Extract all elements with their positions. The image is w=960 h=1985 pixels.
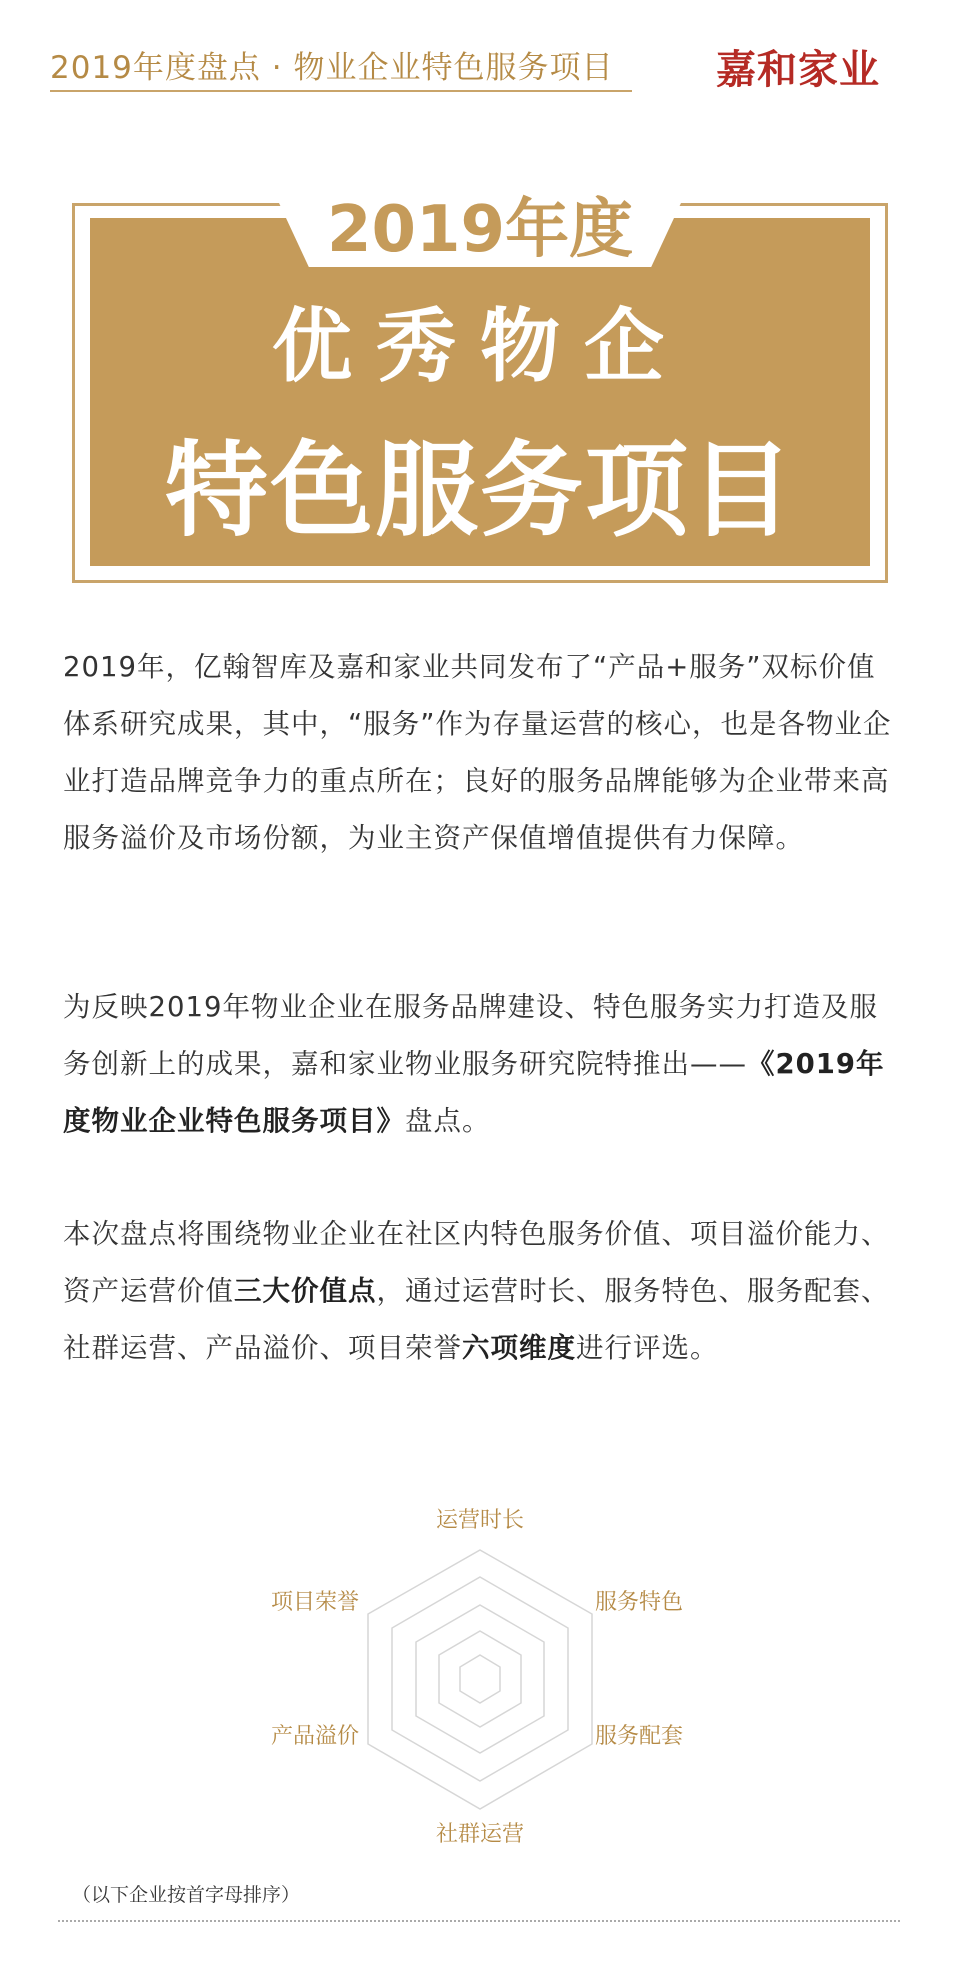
six-dimensions: 六项维度: [462, 1332, 576, 1364]
radar-label-top-right: 服务特色: [595, 1590, 684, 1615]
hero-year: 2019年度: [326, 193, 634, 267]
radar-label-bottom-left: 产品溢价: [271, 1724, 360, 1749]
radar-label-bottom: 社群运营: [436, 1822, 525, 1847]
radar-label-bottom-right: 服务配套: [595, 1724, 684, 1749]
radar-ring-3: [392, 1577, 568, 1781]
radar-label-top: 运营时长: [436, 1508, 525, 1533]
intro-text: 2019年，亿翰智库及嘉和家业共同发布了“产品+服务”双标价值体系研究成果，其中，“服务”作为存量运营的核心，也是各物业企业打造品牌竞争力的重点所在；良好的服务品牌能够为企业带来高服务溢价及市场份额，为业主资产保值增值提供有力保障。: [63, 651, 892, 854]
hero-title-line1: 优秀物企: [272, 300, 688, 393]
radar-ring-inner: [460, 1655, 500, 1703]
radar-ring-1: [439, 1631, 521, 1727]
radar-ring-2: [416, 1605, 544, 1753]
header-title: 2019年度盘点 · 物业企业特色服务项目: [50, 50, 614, 86]
radar-hexagons: [230, 1503, 730, 1853]
value-points: 三大价值点: [234, 1275, 377, 1307]
radar-ring-outer: [368, 1550, 592, 1809]
purpose-text: 为反映2019年物业企业在服务品牌建设、特色服务实力打造及服务创新上的成果，嘉和家业物业服务研究院特推出——: [63, 991, 878, 1080]
purpose-paragraph: [63, 979, 901, 1150]
method-paragraph: [63, 1206, 901, 1377]
dotted-divider: [58, 1920, 900, 1922]
radar-label-top-left: 项目荣誉: [271, 1590, 360, 1615]
method-text: 本次盘点将围绕物业企业在社区内特色服务价值、项目溢价能力、资产运营价值: [63, 1218, 890, 1307]
intro-paragraph: [63, 639, 901, 867]
hero-title-line2: 特色服务项目: [165, 431, 795, 551]
method-text-end: 进行评选。: [576, 1332, 719, 1364]
method-text-mid: ，通过运营时长、服务特色、服务配套、社群运营、产品溢价、项目荣誉: [63, 1275, 890, 1364]
purpose-text-end: 盘点。: [405, 1105, 491, 1137]
event-name: 《2019年度物业企业特色服务项目》: [63, 1048, 885, 1137]
brand-logo: 嘉和家业: [716, 46, 880, 93]
sort-note: （以下企业按首字母排序）: [72, 1884, 301, 1906]
radar-diagram: [230, 1503, 730, 1853]
header-underline: [50, 90, 632, 92]
